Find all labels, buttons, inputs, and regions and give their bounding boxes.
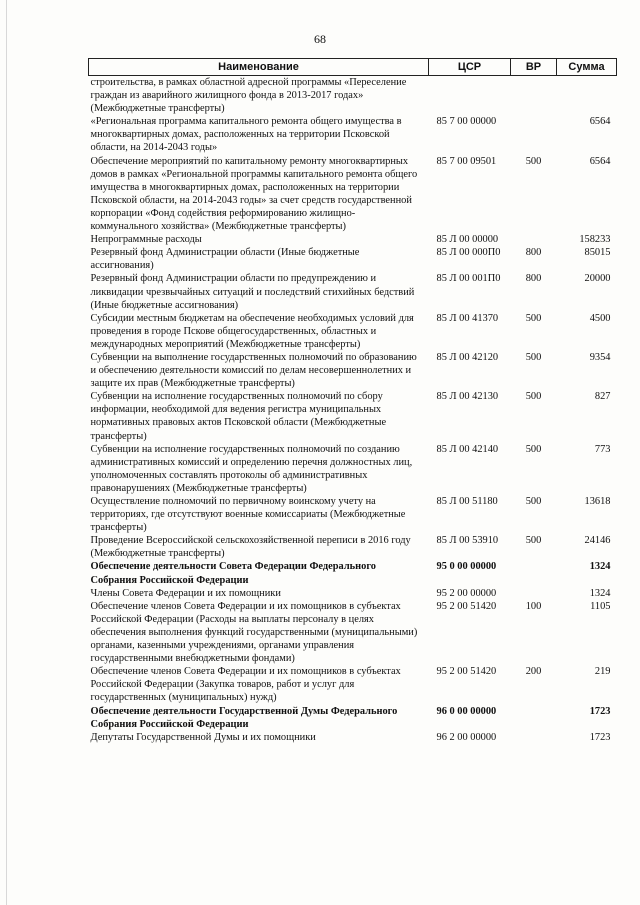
- row-sum: [557, 76, 617, 116]
- table-row: [89, 443, 617, 495]
- row-vr: 500: [525, 155, 542, 167]
- row-csr: 85 Л 00 000П0: [436, 247, 501, 259]
- row-vr: [511, 233, 557, 246]
- row-name: Обеспечение мероприятий по капитальному ремонту многоквартирных домов в рамках «Региональной программы капитального ремонта общего имущества в многоквартирных домах, расположенных на территории Псковской области, на 2014-2043 годы» за счет средств государственной корпорации «Фонд содействия реформированию жилищно-коммунального хозяйства» (Межбюджетные трансферты): [90, 155, 418, 233]
- row-csr: 95 2 00 51420: [436, 666, 497, 678]
- table-row: [89, 731, 617, 744]
- table-row: [89, 115, 617, 154]
- row-sum: 1723: [589, 705, 611, 717]
- table-row: [89, 246, 617, 272]
- row-vr: 500: [525, 443, 542, 455]
- row-vr: [511, 587, 557, 600]
- table-row: [89, 495, 617, 534]
- row-name: Резервный фонд Администрации области (Иные бюджетные ассигнования): [90, 247, 360, 272]
- row-csr: 95 2 00 51420: [436, 600, 497, 612]
- row-csr: 85 Л 00 42120: [436, 351, 499, 363]
- row-csr: 85 Л 00 42130: [436, 391, 499, 403]
- row-vr: [511, 731, 557, 744]
- row-sum: 13618: [584, 496, 611, 507]
- row-sum: 85015: [584, 247, 611, 259]
- row-name: Субвенции на выполнение государственных полномочий по образованию и обеспечению деятельности комиссий по делам несовершеннолетних и защите их прав (Межбюджетные трансферты): [90, 351, 417, 390]
- column-header-name: Наименование: [89, 59, 429, 76]
- column-header-sum: Сумма: [557, 59, 617, 76]
- row-name: Обеспечение деятельности Государственной Думы Федерального Собрания Российской Федерации: [90, 705, 398, 730]
- row-name: строительства, в рамках областной адресной программы «Переселение граждан из аварийного жилищного фонда в 2013-2017 годах» (Межбюджетные трансферты): [90, 77, 407, 115]
- row-name: Осуществление полномочий по первичному воинскому учету на территориях, где отсутствуют военные комиссариаты (Межбюджетные трансферты): [90, 496, 406, 534]
- row-vr: [511, 705, 557, 731]
- row-csr: 85 Л 00 001П0: [436, 273, 501, 285]
- row-sum: 9354: [589, 351, 611, 363]
- table-row: [89, 155, 617, 234]
- row-sum: 4500: [589, 312, 611, 324]
- table-row: [89, 272, 617, 311]
- table-row: [89, 560, 617, 586]
- table-row: [89, 705, 617, 731]
- row-sum: 158233: [579, 234, 611, 246]
- row-name: Субвенции на исполнение государственных полномочий по созданию административных комиссий и определению перечня должностных лиц, уполномоченных составлять протоколы об административных правонарушениях (Межбюджетные трансферты): [90, 443, 413, 494]
- row-csr: 85 Л 00 00000: [436, 234, 499, 246]
- row-vr: [511, 76, 557, 116]
- row-name: Резервный фонд Администрации области по предупреждению и ликвидации чрезвычайных ситуаций и последствий стихийных бедствий (Иные бюджетные ассигнования): [90, 273, 415, 311]
- row-name: Члены Совета Федерации и их помощники: [90, 587, 281, 599]
- table-row: [89, 76, 617, 116]
- row-sum: 219: [594, 666, 611, 678]
- row-name: Обеспечение членов Совета Федерации и их помощников в субъектах Российской Федерации (Закупка товаров, работ и услуг для государственных (муниципальных) нужд): [90, 666, 401, 704]
- row-sum: 1105: [590, 600, 611, 612]
- row-csr: 96 2 00 00000: [436, 731, 497, 743]
- table-row: [89, 351, 617, 390]
- table-row: [89, 587, 617, 600]
- column-header-vr: ВР: [511, 59, 557, 76]
- column-header-csr: ЦСР: [429, 59, 511, 76]
- row-sum: 773: [594, 443, 611, 455]
- row-csr: 85 7 00 00000: [436, 116, 497, 128]
- table-body: [89, 76, 617, 744]
- row-csr: 85 Л 00 41370: [436, 312, 499, 324]
- row-sum: 1324: [589, 561, 611, 573]
- row-name: Обеспечение членов Совета Федерации и их помощников в субъектах Российской Федерации (Расходы на выплаты персоналу в целях обеспечения выполнения функций государственными (муниципальными) органами, казенными учреждениями, органами управления государственными внебюджетными фондами): [90, 600, 418, 665]
- row-csr: 95 2 00 00000: [436, 587, 497, 599]
- row-vr: 100: [525, 600, 542, 612]
- row-csr: 85 Л 00 51180: [436, 496, 498, 507]
- row-sum: 6564: [589, 116, 611, 128]
- row-sum: 6564: [589, 155, 611, 167]
- row-vr: 500: [525, 391, 542, 403]
- row-name: Обеспечение деятельности Совета Федерации Федерального Собрания Российской Федерации: [90, 561, 376, 586]
- row-sum: 1723: [589, 731, 611, 743]
- row-vr: 500: [525, 351, 542, 363]
- row-csr: 95 0 00 00000: [436, 561, 497, 573]
- row-sum: 827: [594, 391, 611, 403]
- table-row: [89, 665, 617, 704]
- row-csr: 85 7 00 09501: [436, 155, 497, 167]
- row-csr: 85 Л 00 42140: [436, 443, 499, 455]
- row-vr: 800: [525, 247, 542, 259]
- row-sum: 20000: [584, 273, 611, 285]
- row-name: «Региональная программа капитального ремонта общего имущества в многоквартирных домах, расположенных на территории Псковской области, на 2014-2043 годы»: [90, 116, 402, 154]
- row-sum: 24146: [584, 535, 611, 547]
- table-row: [89, 390, 617, 442]
- row-name: Проведение Всероссийской сельскохозяйственной переписи в 2016 году (Межбюджетные трансферты): [90, 535, 411, 560]
- row-sum: 1324: [589, 587, 611, 599]
- row-name: Субвенции на исполнение государственных полномочий по сбору информации, необходимой для ведения регистра муниципальных нормативных правовых актов Псковской области (Межбюджетные трансферты): [90, 391, 387, 442]
- scan-edge: [6, 0, 7, 905]
- table-header-row: [89, 59, 617, 76]
- budget-table-container: [88, 58, 616, 744]
- row-vr: 500: [525, 312, 542, 324]
- row-vr: [511, 560, 557, 586]
- budget-table: [88, 58, 617, 744]
- table-row: [89, 600, 617, 665]
- row-vr: 500: [525, 496, 542, 507]
- table-row: [89, 534, 617, 560]
- row-vr: 800: [525, 273, 542, 285]
- row-vr: 500: [525, 535, 542, 547]
- page-number: 68: [314, 32, 326, 46]
- row-vr: [511, 115, 557, 154]
- row-name: Депутаты Государственной Думы и их помощники: [90, 731, 316, 743]
- row-vr: 200: [525, 666, 542, 678]
- row-name: Субсидии местным бюджетам на обеспечение необходимых условий для проведения в городе Пскове общегосударственных, областных и международных мероприятий (Межбюджетные трансферты): [90, 312, 414, 350]
- table-row: [89, 233, 617, 246]
- row-name: Непрограммные расходы: [90, 234, 202, 246]
- table-row: [89, 312, 617, 351]
- row-csr: 85 Л 00 53910: [436, 535, 499, 547]
- row-csr: 96 0 00 00000: [436, 705, 497, 717]
- row-csr: [429, 76, 511, 116]
